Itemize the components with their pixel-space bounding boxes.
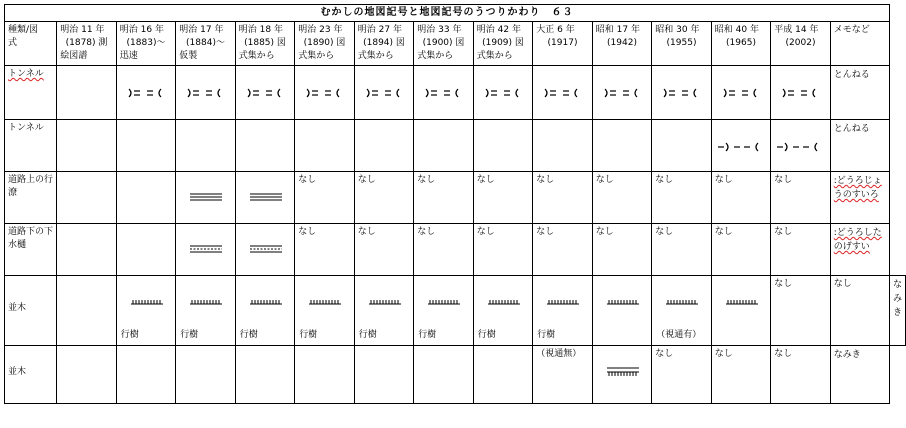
tree-row-icon <box>593 298 652 308</box>
cell-empty <box>414 346 474 404</box>
tunnel-dash-symbol-icon <box>711 120 771 172</box>
cell-empty <box>473 346 533 404</box>
cell-empty <box>235 346 295 404</box>
tree-row-cell <box>176 276 236 346</box>
tunnel-symbol-icon <box>474 86 533 100</box>
row-tunnel-2 <box>5 120 906 172</box>
none-text: なし <box>473 172 533 224</box>
tunnel-symbol-icon <box>771 66 831 120</box>
tunnel-symbol-icon <box>711 66 771 120</box>
tunnel-symbol-icon <box>355 86 414 100</box>
tunnel-dash-symbol-icon <box>712 140 771 154</box>
memo-cell: なみき <box>889 276 905 346</box>
tree-tag: 行樹 <box>477 330 496 340</box>
header-m27: 明治 27 年 (1894) 図 式集から <box>354 22 414 66</box>
none-text: なし <box>711 224 771 276</box>
tree-row-icon <box>295 298 354 308</box>
tree-row-cell <box>295 276 355 346</box>
none-text: なし <box>533 224 593 276</box>
tree-tag: 行樹 <box>239 330 258 340</box>
header-m33: 明治 33 年 (1900) 図 式集から <box>414 22 474 66</box>
tree-row-icon <box>652 298 711 308</box>
row-label: トンネル <box>5 66 57 120</box>
none-text: なし <box>592 172 652 224</box>
header-s30: 昭和 30 年 (1955) <box>652 22 712 66</box>
none-text: なし <box>771 346 831 404</box>
tunnel-dash-symbol-icon <box>771 120 831 172</box>
tree-row-cell <box>235 276 295 346</box>
memo-cell: なみき <box>830 346 889 404</box>
cell-empty <box>116 224 176 276</box>
cell-empty <box>354 346 414 404</box>
drain-symbol-icon <box>236 244 295 256</box>
drain-symbol-icon <box>176 224 236 276</box>
tree-tag: 行樹 <box>180 330 199 340</box>
none-text: なし <box>711 172 771 224</box>
tree-row-icon <box>117 298 176 308</box>
cell-empty <box>57 346 117 404</box>
none-text: なし <box>711 346 771 404</box>
none-text: なし <box>771 276 831 346</box>
row-label: トンネル <box>5 120 57 172</box>
none-text: なし <box>295 224 355 276</box>
row-tunnel-1 <box>5 66 906 120</box>
tree-row-double-cell <box>592 346 652 404</box>
ditch-symbol-icon <box>176 192 235 204</box>
tunnel-symbol-icon <box>176 66 236 120</box>
cell-empty <box>354 120 414 172</box>
tree-row-icon <box>236 298 295 308</box>
none-text: なし <box>295 172 355 224</box>
row-trees-1 <box>5 276 906 346</box>
row-label: 道路下の下水樋 <box>5 224 57 276</box>
cell-empty <box>176 120 236 172</box>
none-text: なし <box>354 224 414 276</box>
none-text: なし <box>771 172 831 224</box>
tunnel-symbol-icon <box>533 66 593 120</box>
header-m23: 明治 23 年 (1890) 図 式集から <box>295 22 355 66</box>
memo-cell: :どうろしたのげすい <box>830 224 889 276</box>
ditch-symbol-icon <box>176 172 236 224</box>
none-text: なし <box>771 224 831 276</box>
tree-row-icon <box>533 298 592 308</box>
cell-empty <box>57 276 117 346</box>
tunnel-symbol-icon <box>712 86 771 100</box>
cell-empty <box>295 346 355 404</box>
header-s40: 昭和 40 年 (1965) <box>711 22 771 66</box>
cell-empty <box>57 66 117 120</box>
header-type: 種類/図 式 <box>5 22 57 66</box>
tree-tag: （視通無） <box>536 349 582 359</box>
tree-row-icon <box>414 298 473 308</box>
memo-cell: とんねる <box>830 66 889 120</box>
tree-tag: （視通有） <box>656 330 702 340</box>
ditch-symbol-icon <box>236 192 295 204</box>
memo-cell: :どうろじょうのすいろ <box>830 172 889 224</box>
cell-empty <box>414 120 474 172</box>
cell-empty <box>295 120 355 172</box>
tree-row-cell <box>414 276 474 346</box>
tree-tag: 行樹 <box>418 330 437 340</box>
tunnel-symbol-icon <box>473 66 533 120</box>
none-text: なし <box>473 224 533 276</box>
drain-symbol-icon <box>176 244 235 256</box>
tree-row-cell <box>711 276 771 346</box>
cell-empty <box>652 120 712 172</box>
none-text: なし <box>652 224 712 276</box>
tree-tag: 行樹 <box>537 330 556 340</box>
header-m11: 明治 11 年 (1878) 測 絵図譜 <box>57 22 117 66</box>
tunnel-symbol-icon <box>236 86 295 100</box>
tunnel-symbol-icon <box>592 66 652 120</box>
memo-cell: とんねる <box>830 120 889 172</box>
tunnel-symbol-icon <box>533 86 592 100</box>
header-s17: 昭和 17 年 (1942) <box>592 22 652 66</box>
none-text: なし <box>592 224 652 276</box>
tunnel-symbol-icon <box>652 66 712 120</box>
cell-empty <box>57 172 117 224</box>
header-row <box>5 22 906 66</box>
header-memo: メモなど <box>830 22 889 66</box>
table-title: むかしの地図記号と地図記号のうつりかわり ６３ <box>5 5 890 22</box>
tree-row-cell <box>354 276 414 346</box>
tree-row-cell <box>533 276 593 346</box>
none-text: なし <box>830 276 889 346</box>
cell-empty <box>57 120 117 172</box>
tree-tag-cell <box>533 346 593 404</box>
tunnel-symbol-icon <box>414 86 473 100</box>
cell-empty <box>57 224 117 276</box>
tunnel-symbol-icon <box>593 86 652 100</box>
cell-empty <box>116 172 176 224</box>
none-text: なし <box>533 172 593 224</box>
tree-row-icon <box>712 298 771 308</box>
tunnel-symbol-icon <box>771 86 830 100</box>
tunnel-symbol-icon <box>295 66 355 120</box>
tunnel-symbol-icon <box>295 86 354 100</box>
table <box>4 4 906 404</box>
header-m42: 明治 42 年 (1909) 図 式集から <box>473 22 533 66</box>
tree-row-cell <box>592 276 652 346</box>
tunnel-symbol-icon <box>652 86 711 100</box>
tree-row-double-icon <box>593 364 652 382</box>
none-text: なし <box>414 224 474 276</box>
tunnel-symbol-icon <box>354 66 414 120</box>
tunnel-symbol-icon <box>235 66 295 120</box>
tunnel-symbol-icon <box>117 86 176 100</box>
header-h14: 平成 14 年 (2002) <box>771 22 831 66</box>
tunnel-symbol-icon <box>414 66 474 120</box>
cell-empty <box>235 120 295 172</box>
row-label: 並木 <box>5 276 57 346</box>
tunnel-symbol-icon <box>176 86 235 100</box>
header-t6: 大正 6 年 (1917) <box>533 22 593 66</box>
symbol-history-table <box>4 4 906 404</box>
row-label: 道路上の行潦 <box>5 172 57 224</box>
tree-row-icon <box>474 298 533 308</box>
header-m16: 明治 16 年 (1883)～ 迅速 <box>116 22 176 66</box>
row-road-under-drain <box>5 224 906 276</box>
none-text: なし <box>652 346 712 404</box>
row-trees-2 <box>5 346 906 404</box>
cell-empty <box>116 120 176 172</box>
cell-empty <box>533 120 593 172</box>
ditch-symbol-icon <box>235 172 295 224</box>
none-text: なし <box>414 172 474 224</box>
tunnel-dash-symbol-icon <box>771 140 830 154</box>
tree-row-cell <box>116 276 176 346</box>
cell-empty <box>473 120 533 172</box>
row-roadside-ditch <box>5 172 906 224</box>
tree-tag: 行樹 <box>299 330 318 340</box>
tunnel-symbol-icon <box>116 66 176 120</box>
tree-row-cell <box>652 276 712 346</box>
drain-symbol-icon <box>235 224 295 276</box>
tree-row-cell <box>473 276 533 346</box>
cell-empty <box>592 120 652 172</box>
tree-tag: 行樹 <box>358 330 377 340</box>
none-text: なし <box>652 172 712 224</box>
tree-row-icon <box>355 298 414 308</box>
cell-empty <box>176 346 236 404</box>
tree-tag: 行樹 <box>120 330 139 340</box>
row-label: 並木 <box>5 346 57 404</box>
none-text: なし <box>354 172 414 224</box>
cell-empty <box>116 346 176 404</box>
header-m17: 明治 17 年 (1884)～ 仮製 <box>176 22 236 66</box>
tree-row-icon <box>176 298 235 308</box>
header-m18: 明治 18 年 (1885) 図 式集から <box>235 22 295 66</box>
